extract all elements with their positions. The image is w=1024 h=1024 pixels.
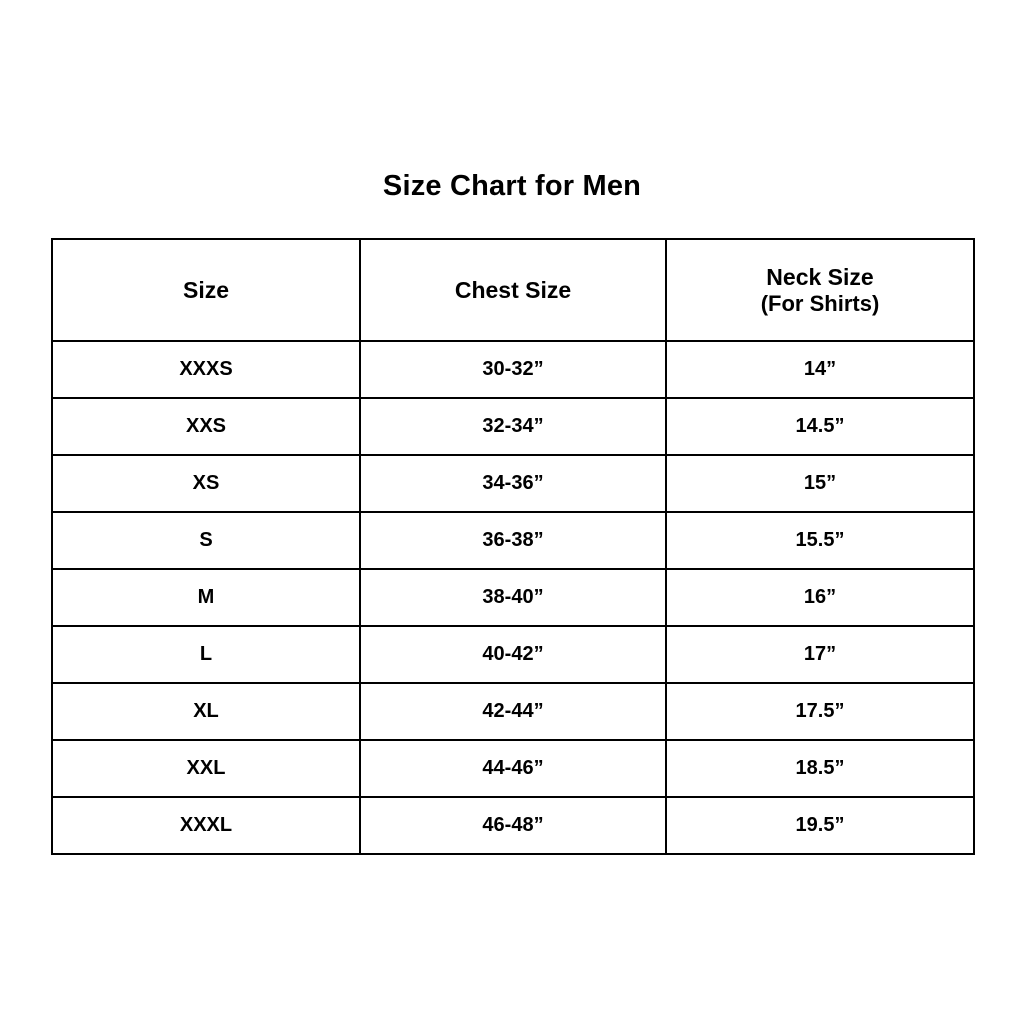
cell-chest: 34-36” [360, 455, 666, 512]
cell-size: XXS [52, 398, 360, 455]
cell-size: XL [52, 683, 360, 740]
table-row [52, 398, 974, 455]
cell-chest: 30-32” [360, 341, 666, 398]
table-row [52, 455, 974, 512]
cell-chest: 42-44” [360, 683, 666, 740]
column-header-neck [666, 239, 974, 341]
cell-chest: 44-46” [360, 740, 666, 797]
column-header-size-label: Size [182, 276, 230, 303]
table-row [52, 512, 974, 569]
cell-chest: 32-34” [360, 398, 666, 455]
cell-size: M [52, 569, 360, 626]
cell-size: XXXS [52, 341, 360, 398]
cell-size: S [52, 512, 360, 569]
column-header-chest-label: Chest Size [454, 276, 572, 303]
cell-neck: 15.5” [666, 512, 974, 569]
table-row [52, 626, 974, 683]
cell-neck: 17.5” [666, 683, 974, 740]
column-header-chest [360, 239, 666, 341]
table-row [52, 683, 974, 740]
table-body [52, 341, 974, 854]
size-chart-table [51, 238, 975, 855]
cell-chest: 40-42” [360, 626, 666, 683]
cell-neck: 17” [666, 626, 974, 683]
cell-chest: 36-38” [360, 512, 666, 569]
table-header-row [52, 239, 974, 341]
cell-neck: 19.5” [666, 797, 974, 854]
table-row [52, 740, 974, 797]
column-header-size [52, 239, 360, 341]
page-title: Size Chart for Men [382, 170, 642, 202]
cell-size: XXXL [52, 797, 360, 854]
table-header [52, 239, 974, 341]
column-header-neck-label: Neck Size [766, 263, 874, 290]
table-row [52, 341, 974, 398]
cell-size: XXL [52, 740, 360, 797]
table-row [52, 569, 974, 626]
column-header-neck-sublabel: (For Shirts) [760, 290, 880, 316]
cell-size: L [52, 626, 360, 683]
cell-neck: 16” [666, 569, 974, 626]
table-row [52, 797, 974, 854]
cell-neck: 15” [666, 455, 974, 512]
cell-neck: 18.5” [666, 740, 974, 797]
cell-neck: 14.5” [666, 398, 974, 455]
cell-size: XS [52, 455, 360, 512]
cell-chest: 38-40” [360, 569, 666, 626]
cell-neck: 14” [666, 341, 974, 398]
cell-chest: 46-48” [360, 797, 666, 854]
size-chart-table-wrapper [51, 238, 973, 855]
